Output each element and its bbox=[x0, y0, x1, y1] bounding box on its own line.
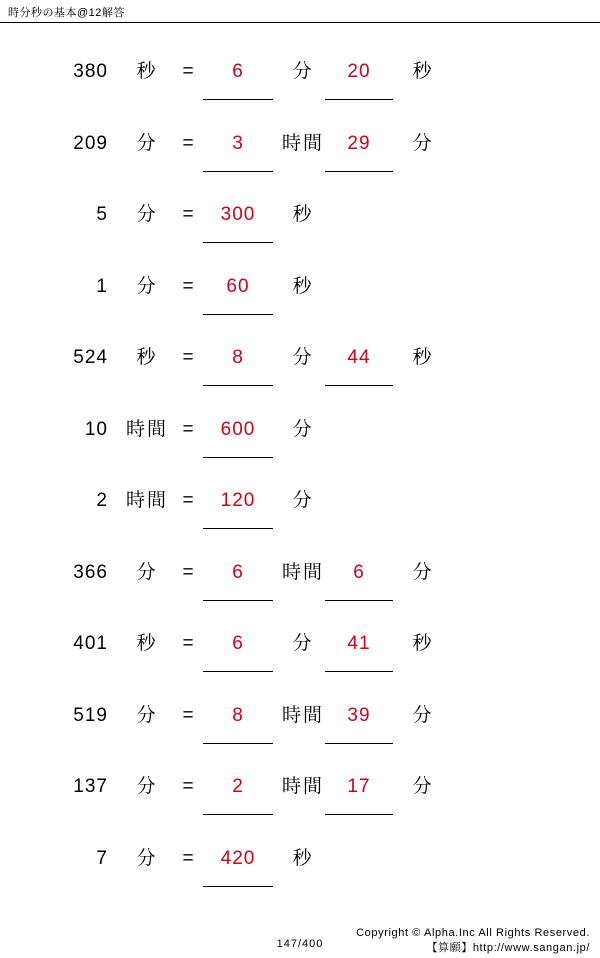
answer-underline-1 bbox=[203, 99, 273, 100]
problem-left-unit: 分 bbox=[136, 275, 158, 297]
equals-sign: = bbox=[182, 704, 194, 726]
answer-underline-2 bbox=[325, 171, 393, 172]
problem-left-unit: 分 bbox=[136, 204, 158, 225]
answer-underline-1 bbox=[203, 600, 273, 601]
problem-left-value: 10 bbox=[84, 418, 108, 440]
answer-blank-1: 8 bbox=[232, 704, 244, 726]
answer-unit-1: 時間 bbox=[281, 776, 324, 797]
answer-blank-1: 8 bbox=[232, 347, 244, 368]
answer-underline-2 bbox=[325, 600, 393, 601]
answer-blank-1: 3 bbox=[232, 132, 244, 154]
problem-left-value: 1 bbox=[96, 275, 108, 297]
answer-unit-1: 分 bbox=[292, 347, 314, 368]
problem-left-unit: 秒 bbox=[136, 633, 158, 654]
header-divider bbox=[0, 22, 600, 23]
answer-underline-1 bbox=[203, 528, 273, 529]
answer-unit-2: 秒 bbox=[412, 61, 434, 82]
answer-unit-1: 分 bbox=[292, 633, 314, 654]
answer-blank-1: 6 bbox=[232, 633, 244, 654]
answer-blank-2: 29 bbox=[347, 132, 371, 154]
answer-blank-2: 17 bbox=[347, 776, 371, 797]
problem-left-unit: 時間 bbox=[125, 418, 168, 440]
answer-unit-1: 分 bbox=[292, 61, 314, 82]
problem-row bbox=[0, 44, 600, 116]
problem-row bbox=[0, 759, 600, 831]
problem-left-unit: 分 bbox=[136, 847, 158, 869]
answer-underline-2 bbox=[325, 99, 393, 100]
problem-row bbox=[0, 187, 600, 259]
problem-left-value: 380 bbox=[73, 61, 108, 82]
copyright-text: Copyright © Alpha.Inc All Rights Reserved. bbox=[356, 927, 590, 939]
problem-left-value: 524 bbox=[73, 347, 108, 368]
answer-blank-1: 300 bbox=[220, 204, 256, 225]
answer-underline-1 bbox=[203, 814, 273, 815]
problem-left-value: 401 bbox=[73, 633, 108, 654]
answer-underline-2 bbox=[325, 385, 393, 386]
page-title: 時分秒の基本@12解答 bbox=[8, 7, 125, 19]
answer-blank-1: 60 bbox=[226, 275, 250, 297]
equals-sign: = bbox=[182, 633, 194, 654]
problem-left-value: 137 bbox=[73, 776, 108, 797]
equals-sign: = bbox=[182, 61, 194, 82]
answer-unit-1: 秒 bbox=[292, 204, 314, 225]
problem-left-unit: 分 bbox=[136, 561, 158, 583]
answer-unit-1: 秒 bbox=[292, 275, 314, 297]
answer-unit-2: 分 bbox=[412, 132, 434, 154]
problem-left-value: 2 bbox=[96, 490, 108, 511]
answer-underline-1 bbox=[203, 886, 273, 887]
problem-left-value: 5 bbox=[96, 204, 108, 225]
problem-left-unit: 分 bbox=[136, 704, 158, 726]
answer-blank-1: 6 bbox=[232, 561, 244, 583]
problem-left-unit: 秒 bbox=[136, 61, 158, 82]
problem-list bbox=[0, 44, 600, 902]
answer-unit-2: 分 bbox=[412, 561, 434, 583]
equals-sign: = bbox=[182, 490, 194, 511]
problem-left-unit: 分 bbox=[136, 776, 158, 797]
answer-underline-1 bbox=[203, 671, 273, 672]
answer-underline-1 bbox=[203, 457, 273, 458]
answer-blank-1: 6 bbox=[232, 61, 244, 82]
answer-blank-2: 41 bbox=[347, 633, 371, 654]
equals-sign: = bbox=[182, 561, 194, 583]
answer-blank-2: 6 bbox=[353, 561, 365, 583]
answer-blank-1: 600 bbox=[220, 418, 256, 440]
answer-unit-1: 分 bbox=[292, 418, 314, 440]
equals-sign: = bbox=[182, 418, 194, 440]
answer-unit-2: 秒 bbox=[412, 347, 434, 368]
answer-unit-1: 時間 bbox=[281, 561, 324, 583]
problem-row bbox=[0, 402, 600, 474]
problem-row bbox=[0, 545, 600, 617]
equals-sign: = bbox=[182, 275, 194, 297]
problem-row bbox=[0, 259, 600, 331]
answer-blank-1: 420 bbox=[220, 847, 256, 869]
answer-unit-2: 秒 bbox=[412, 633, 434, 654]
problem-row bbox=[0, 116, 600, 188]
problem-row bbox=[0, 616, 600, 688]
answer-blank-2: 44 bbox=[347, 347, 371, 368]
problem-left-value: 366 bbox=[73, 561, 108, 583]
problem-left-value: 7 bbox=[96, 847, 108, 869]
answer-blank-2: 39 bbox=[347, 704, 371, 726]
footer-credits bbox=[356, 926, 590, 957]
answer-blank-1: 120 bbox=[220, 490, 256, 511]
answer-blank-2: 20 bbox=[347, 61, 371, 82]
problem-left-value: 209 bbox=[73, 132, 108, 154]
answer-unit-1: 秒 bbox=[292, 847, 314, 869]
answer-underline-1 bbox=[203, 171, 273, 172]
problem-left-unit: 秒 bbox=[136, 347, 158, 368]
answer-underline-2 bbox=[325, 743, 393, 744]
problem-row bbox=[0, 831, 600, 903]
answer-underline-1 bbox=[203, 385, 273, 386]
answer-unit-1: 時間 bbox=[281, 704, 324, 726]
site-link[interactable]: 【算願】http://www.sangan.jp/ bbox=[426, 942, 590, 955]
problem-row bbox=[0, 688, 600, 760]
equals-sign: = bbox=[182, 776, 194, 797]
problem-left-unit: 時間 bbox=[125, 490, 168, 511]
answer-blank-1: 2 bbox=[232, 776, 244, 797]
problem-left-unit: 分 bbox=[136, 132, 158, 154]
equals-sign: = bbox=[182, 347, 194, 368]
page-number: 147/400 bbox=[276, 938, 324, 950]
answer-unit-2: 分 bbox=[412, 704, 434, 726]
answer-underline-2 bbox=[325, 814, 393, 815]
equals-sign: = bbox=[182, 847, 194, 869]
answer-unit-2: 分 bbox=[412, 776, 434, 797]
problem-left-value: 519 bbox=[73, 704, 108, 726]
answer-unit-1: 時間 bbox=[281, 132, 324, 154]
answer-underline-1 bbox=[203, 743, 273, 744]
answer-underline-1 bbox=[203, 314, 273, 315]
answer-underline-2 bbox=[325, 671, 393, 672]
equals-sign: = bbox=[182, 204, 194, 225]
answer-underline-1 bbox=[203, 242, 273, 243]
answer-unit-1: 分 bbox=[292, 490, 314, 511]
equals-sign: = bbox=[182, 132, 194, 154]
problem-row bbox=[0, 330, 600, 402]
problem-row bbox=[0, 473, 600, 545]
